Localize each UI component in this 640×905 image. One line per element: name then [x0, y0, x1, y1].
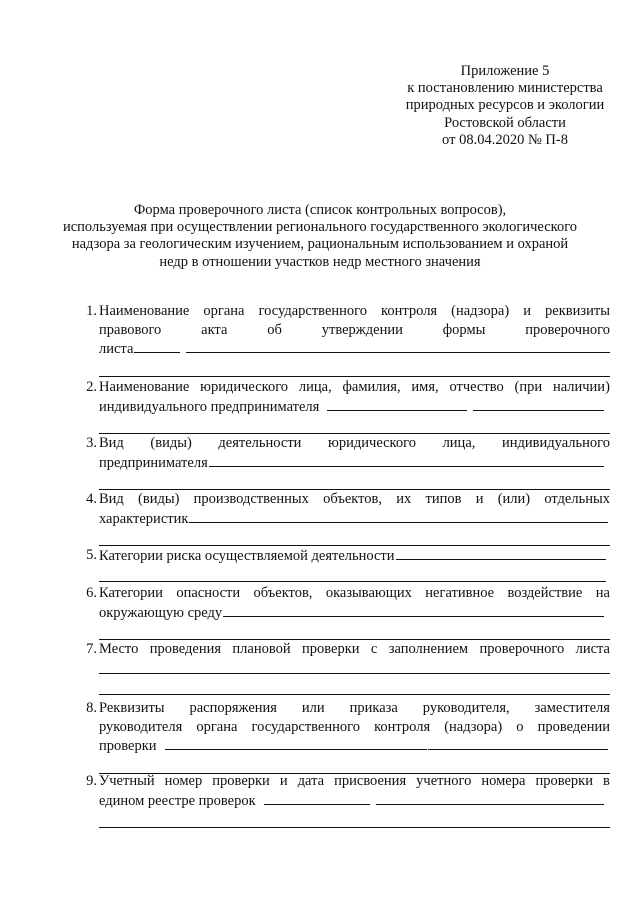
form-title-line: недр в отношении участков недр местного значения: [159, 253, 481, 270]
item-word: (надзора): [444, 718, 503, 735]
answer-field[interactable]: [223, 603, 604, 617]
item-text-line: [99, 699, 610, 718]
item-number: 8.: [86, 700, 97, 716]
item-word: на: [595, 585, 610, 601]
answer-field[interactable]: [428, 736, 608, 750]
item-fill-line: [99, 603, 610, 622]
item-word: (виды): [138, 491, 180, 507]
item-fill-line: [99, 791, 610, 810]
appendix-line: Приложение 5: [460, 63, 550, 79]
answer-line[interactable]: [99, 627, 610, 640]
appendix-header: [380, 63, 630, 149]
item-word: отчество: [449, 379, 504, 395]
item-word: и: [475, 491, 484, 507]
item-word: проверки: [302, 641, 360, 657]
item-fill-line: [99, 509, 610, 528]
item-word: заместителя: [534, 700, 610, 716]
appendix-line: от 08.04.2020 № П-8: [442, 131, 568, 148]
item-word: отдельных: [544, 491, 610, 507]
answer-line[interactable]: [99, 477, 610, 490]
item-number: 2.: [86, 379, 97, 395]
answer-field[interactable]: [264, 791, 370, 805]
form-title-line: надзора за геологическим изучением, рациональным использованием и охраной: [71, 236, 569, 253]
item-text-line: [99, 584, 610, 603]
item-word: о: [516, 718, 524, 735]
form-title-line: Форма проверочного листа (список контрольных вопросов),: [133, 202, 507, 218]
item-word: производственных: [193, 491, 309, 507]
answer-field[interactable]: [396, 546, 606, 560]
item-word: органа: [203, 303, 245, 319]
checklist-item-2: [77, 378, 610, 434]
item-word: приказа: [349, 700, 398, 716]
item-word: контроля: [374, 718, 431, 735]
item-word: проверки: [535, 773, 593, 789]
checklist-item-3: [77, 434, 610, 490]
checklist-item-1: [77, 302, 610, 377]
item-text-line: [99, 718, 610, 737]
answer-line[interactable]: [99, 533, 610, 546]
item-word: номер: [164, 773, 203, 789]
item-word: деятельности: [218, 435, 302, 451]
item-word: Наименование: [99, 379, 190, 395]
answer-field[interactable]: [327, 397, 467, 411]
item-word: Учетный: [99, 773, 155, 789]
item-fill-line: [99, 546, 610, 565]
item-word: и: [523, 303, 531, 319]
item-word: проведении: [537, 718, 610, 735]
item-word: объектов,: [323, 491, 383, 507]
item-word: листа: [575, 641, 610, 657]
item-word: (при: [514, 379, 543, 395]
item-word: и: [279, 773, 288, 789]
answer-line[interactable]: [99, 682, 610, 695]
item-word: (или): [497, 491, 531, 507]
appendix-line: Ростовской области: [444, 114, 566, 131]
item-word: объектов,: [253, 585, 313, 601]
item-word: руководителя: [99, 718, 183, 735]
item-word: Вид: [99, 435, 124, 451]
item-text-line: [99, 378, 610, 397]
checklist-item-9: [77, 772, 610, 828]
item-word: юридического: [328, 435, 416, 451]
checklist-item-4: [77, 490, 610, 546]
item-word: негативное: [425, 585, 495, 601]
answer-field[interactable]: [376, 791, 604, 805]
item-word: фамилия,: [342, 379, 401, 395]
item-fill-line: [99, 339, 610, 358]
item-word: имя,: [411, 379, 439, 395]
appendix-line: к постановлению министерства: [407, 80, 603, 97]
item-word: утверждении: [321, 321, 403, 338]
item-text-line: [99, 302, 610, 321]
item-label: проверки: [99, 738, 157, 754]
item-number: 7.: [86, 641, 97, 657]
item-word: дата: [297, 773, 325, 789]
item-label: едином реестре проверок: [99, 792, 256, 809]
item-label: Категории риска осуществляемой деятельности: [99, 548, 395, 564]
item-word: Место: [99, 641, 139, 657]
item-word: проверочного: [525, 321, 610, 338]
item-word: присвоения: [334, 773, 407, 789]
item-text-line: [99, 490, 610, 509]
form-title: [40, 202, 600, 271]
checklist-item-7: [77, 640, 610, 695]
form-title-line: используемая при осуществлении регионального государственного экологического: [62, 219, 578, 236]
item-word: юридического: [200, 379, 289, 395]
item-fill-line: [99, 453, 610, 472]
answer-field[interactable]: [473, 397, 604, 411]
answer-field[interactable]: [165, 736, 427, 750]
item-word: распоряжения: [189, 700, 277, 716]
item-word: плановой: [232, 641, 291, 657]
item-label: окружающую среду: [99, 604, 223, 621]
item-word: учетного: [416, 773, 472, 789]
checklist-item-6: [77, 584, 610, 640]
answer-field[interactable]: [189, 509, 608, 523]
item-fill-line: [99, 397, 610, 416]
checklist-item-8: [77, 699, 610, 774]
item-label: предпринимателя: [99, 454, 208, 471]
item-word: проверки: [212, 773, 270, 789]
item-word: государственного: [258, 303, 367, 319]
answer-line[interactable]: [99, 815, 610, 828]
item-word: оказывающих: [325, 585, 412, 601]
answer-field[interactable]: [134, 339, 180, 353]
item-word: Категории: [99, 585, 163, 601]
item-word: правового: [99, 321, 162, 338]
item-label: характеристик: [99, 510, 189, 527]
item-label: листа: [99, 341, 134, 357]
item-word: руководителя,: [422, 700, 510, 716]
item-word: проверочного: [479, 641, 565, 657]
item-word: воздействие: [507, 585, 583, 601]
answer-line[interactable]: [99, 661, 610, 674]
item-number: 6.: [86, 585, 97, 601]
appendix-line: природных ресурсов и экологии: [405, 97, 605, 114]
item-word: (виды): [150, 435, 192, 451]
answer-field[interactable]: [209, 453, 604, 467]
item-word: их: [396, 491, 412, 507]
checklist-item-5: [77, 546, 610, 582]
item-number: 1.: [86, 303, 97, 319]
item-word: индивидуального: [502, 435, 610, 451]
item-word: типов: [425, 491, 462, 507]
item-text-line: [99, 321, 610, 340]
item-number: 9.: [86, 773, 97, 789]
item-text-line: [99, 434, 610, 453]
item-word: акта: [201, 321, 228, 338]
item-word: контроля: [381, 303, 438, 319]
item-word: проведения: [149, 641, 222, 657]
item-word: заполнением: [388, 641, 469, 657]
item-word: Реквизиты: [99, 700, 165, 716]
item-word: Наименование: [99, 303, 190, 319]
answer-line[interactable]: [99, 569, 606, 582]
item-text-line: [99, 640, 610, 659]
item-word: наличии): [552, 379, 610, 395]
item-number: 5.: [86, 547, 97, 563]
item-word: государственного: [251, 718, 360, 735]
item-word: опасности: [176, 585, 241, 601]
item-text-line: [99, 772, 610, 791]
item-word: об: [267, 321, 282, 338]
item-label: индивидуального предпринимателя: [99, 398, 320, 415]
item-word: органа: [196, 718, 238, 735]
item-word: лица,: [442, 435, 476, 451]
answer-line[interactable]: [99, 364, 610, 377]
item-fill-line: [99, 736, 610, 755]
answer-field[interactable]: [186, 339, 610, 353]
item-word: или: [301, 700, 325, 716]
item-word: Вид: [99, 491, 124, 507]
item-word: с: [370, 641, 378, 657]
answer-line[interactable]: [99, 421, 610, 434]
item-word: лица,: [298, 379, 332, 395]
item-word: в: [603, 773, 610, 789]
item-word: реквизиты: [545, 303, 610, 319]
item-number: 3.: [86, 435, 97, 451]
item-word: номера: [481, 773, 526, 789]
item-word: формы: [442, 321, 486, 338]
item-number: 4.: [86, 491, 97, 507]
item-word: (надзора): [451, 303, 510, 319]
